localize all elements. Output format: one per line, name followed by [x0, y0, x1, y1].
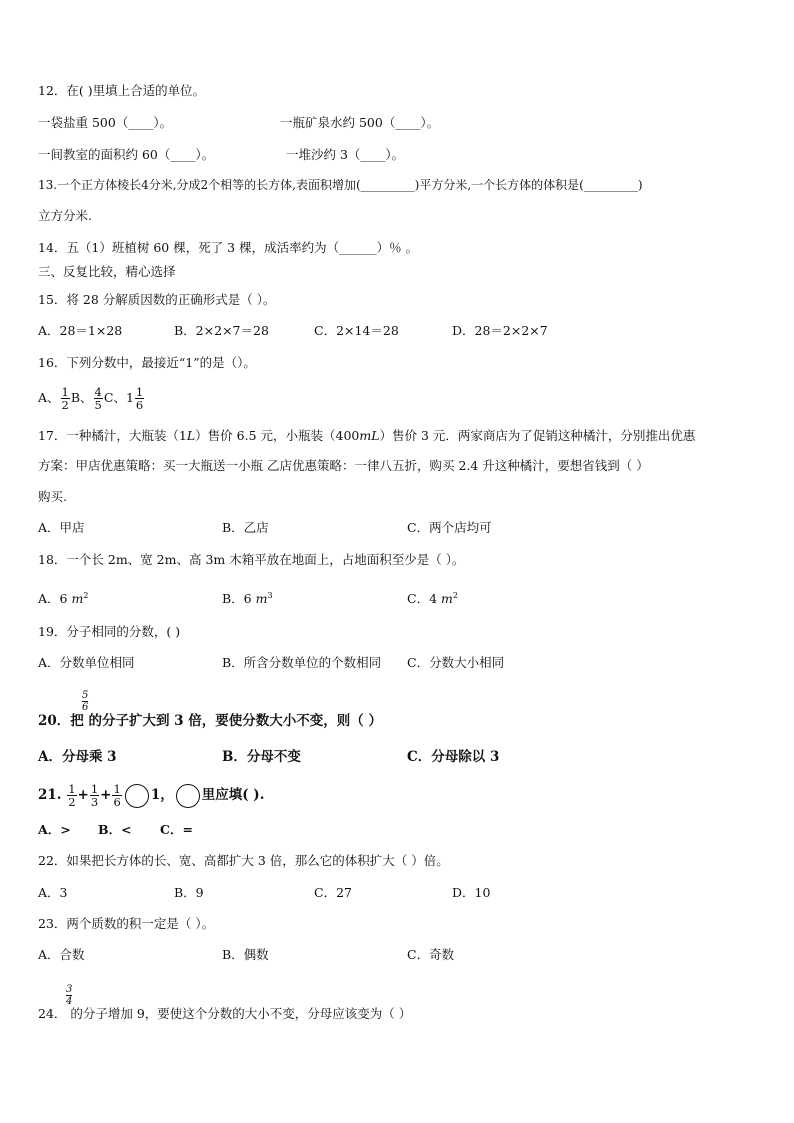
q14-stem: 14．五（1）班植树 60 棵，死了 3 棵，成活率约为（______）％ 。: [38, 240, 419, 255]
q17-text: ）售价 6.5 元，小瓶装（400: [195, 428, 360, 443]
circle-blank-icon: [176, 784, 200, 808]
q15-option-c: C．2×14＝28: [314, 323, 399, 338]
q17-unit-liter: L: [186, 428, 196, 443]
q17-text: 17．一种橘汁，大瓶装（1: [38, 428, 187, 443]
fraction-denominator: 6: [113, 795, 121, 809]
q16-option-c-label: C、: [103, 390, 126, 405]
fraction-denominator: 3: [90, 795, 99, 809]
fraction-numerator: 5: [82, 690, 89, 701]
q17-option-a: A．甲店: [38, 520, 85, 535]
q19-stem: 19．分子相同的分数，( ): [38, 624, 181, 639]
q24-fraction: [66, 984, 72, 1007]
q18-stem: 18．一个长 2m、宽 2m、高 3m 木箱平放在地面上，占地面积至少是（ ）。: [38, 552, 465, 567]
fraction-numerator: 1: [135, 385, 144, 399]
q22-option-d: D．10: [452, 885, 491, 900]
q21-fraction-3: [112, 783, 121, 808]
q22-option-b: B．9: [174, 885, 204, 900]
q20-stem: 20．把 的分子扩大到 3 倍，要使分数大小不变，则（ ）: [38, 713, 382, 729]
q12-stem: 12．在( )里填上合适的单位。: [38, 83, 206, 98]
section-title: 三、反复比较，精心选择: [38, 264, 176, 279]
fraction-denominator: 2: [68, 795, 76, 809]
exponent: 2: [452, 591, 458, 600]
q20-option-b: B．分母不变: [222, 749, 301, 765]
q21-option-c: C．=: [160, 822, 193, 837]
q18-option-b: [222, 588, 273, 607]
unit-meter: m: [71, 591, 84, 607]
fraction-numerator: 3: [66, 984, 73, 995]
q15-option-d: D．28＝2×2×7: [452, 323, 548, 338]
unit-meter: m: [255, 591, 268, 607]
q21-expression: [38, 778, 264, 812]
q16-option-c-whole: 1: [125, 390, 134, 405]
q12-item-d: 一堆沙约 3（____）。: [286, 147, 405, 162]
q21-text: 1，: [150, 787, 174, 803]
q18-option-a-text: A．6: [38, 591, 68, 607]
q16-option-b-fraction: [94, 386, 103, 411]
fraction-numerator: 1: [61, 385, 69, 399]
exponent: 2: [83, 591, 89, 600]
q21-fraction-2: [90, 783, 99, 808]
q17-line3: 购买.: [38, 489, 67, 504]
q15-stem: 15．将 28 分解质因数的正确形式是（ ）。: [38, 292, 276, 307]
q13-line2: 立方分米.: [38, 208, 92, 223]
q12-item-a: 一袋盐重 500（____）。: [38, 115, 173, 130]
fraction-denominator: 4: [66, 996, 73, 1007]
q18-option-b-text: B．6: [222, 591, 252, 607]
fraction-denominator: 2: [61, 398, 69, 412]
q21-option-a: A．>: [38, 822, 71, 837]
unit-meter: m: [441, 591, 453, 607]
q23-option-b: B．偶数: [222, 947, 269, 962]
fraction-numerator: 4: [94, 385, 102, 399]
q16-options: [38, 382, 145, 414]
q21-number: 21.: [38, 787, 62, 803]
q20-option-a: A．分母乘 3: [38, 749, 117, 765]
q22-option-a: A．3: [38, 885, 68, 900]
q16-stem: 16．下列分数中，最接近“1”的是（）。: [38, 355, 256, 370]
q15-option-b: B．2×2×7＝28: [174, 323, 269, 338]
q18-option-c-text: C．4: [407, 591, 438, 607]
fraction-denominator: 6: [82, 702, 89, 713]
q23-stem: 23．两个质数的积一定是（ ）。: [38, 916, 215, 931]
q21-text: 里应填( ).: [201, 787, 265, 803]
q24-stem: 24． 的分子增加 9，要使这个分数的大小不变，分母应该变为（ ）: [38, 1006, 412, 1021]
q22-stem: 22．如果把长方体的长、宽、高都扩大 3 倍，那么它的体积扩大（ ）倍。: [38, 853, 449, 868]
q16-option-c-fraction: [135, 386, 144, 411]
q15-option-a: A．28＝1×28: [38, 323, 123, 338]
plus-sign: +: [100, 787, 112, 803]
q16-option-a-fraction: [61, 386, 70, 411]
plus-sign: +: [77, 787, 89, 803]
circle-blank-icon: [125, 784, 149, 808]
q17-line2: 方案：甲店优惠策略：买一大瓶送一小瓶 乙店优惠策略：一律八五折，购买 2.4 升这种橘汁，要想省钱到（ ）: [38, 458, 649, 473]
q20-option-c: C．分母除以 3: [407, 749, 500, 765]
q17-option-b: B．乙店: [222, 520, 269, 535]
q18-option-a: [38, 588, 88, 607]
q17-unit-milliliter: mL: [359, 428, 380, 443]
q16-option-a-label: A、: [38, 390, 60, 405]
fraction-denominator: 6: [135, 398, 144, 412]
q19-option-b: B．所含分数单位的个数相同: [222, 655, 382, 670]
q17-text: ）售价 3 元．两家商店为了促销这种橘汁，分别推出优惠: [379, 428, 696, 443]
q23-option-c: C．奇数: [407, 947, 455, 962]
q18-option-c: [407, 588, 458, 607]
q19-option-c: C．分数大小相同: [407, 655, 505, 670]
q12-item-c: 一间教室的面积约 60（____）。: [38, 147, 215, 162]
q22-option-c: C．27: [314, 885, 352, 900]
q16-option-b-label: B、: [70, 390, 93, 405]
q12-item-b: 一瓶矿泉水约 500（____）。: [280, 115, 440, 130]
q17-line1: [38, 428, 695, 444]
q13-line1: 13.一个正方体棱长4分米,分成2个相等的长方体,表面积增加(_________)平方分米,一个长方体的体积是(_________): [38, 178, 643, 192]
fraction-numerator: 1: [68, 782, 76, 796]
q19-option-a: A．分数单位相同: [38, 655, 135, 670]
q21-option-b: B．<: [98, 822, 132, 837]
q20-fraction: [82, 690, 88, 713]
exponent: 3: [267, 591, 273, 600]
fraction-denominator: 5: [94, 398, 102, 412]
q21-fraction-1: [67, 783, 76, 808]
fraction-numerator: 1: [113, 782, 121, 796]
fraction-numerator: 1: [90, 782, 99, 796]
q23-option-a: A．合数: [38, 947, 85, 962]
q17-option-c: C．两个店均可: [407, 520, 492, 535]
